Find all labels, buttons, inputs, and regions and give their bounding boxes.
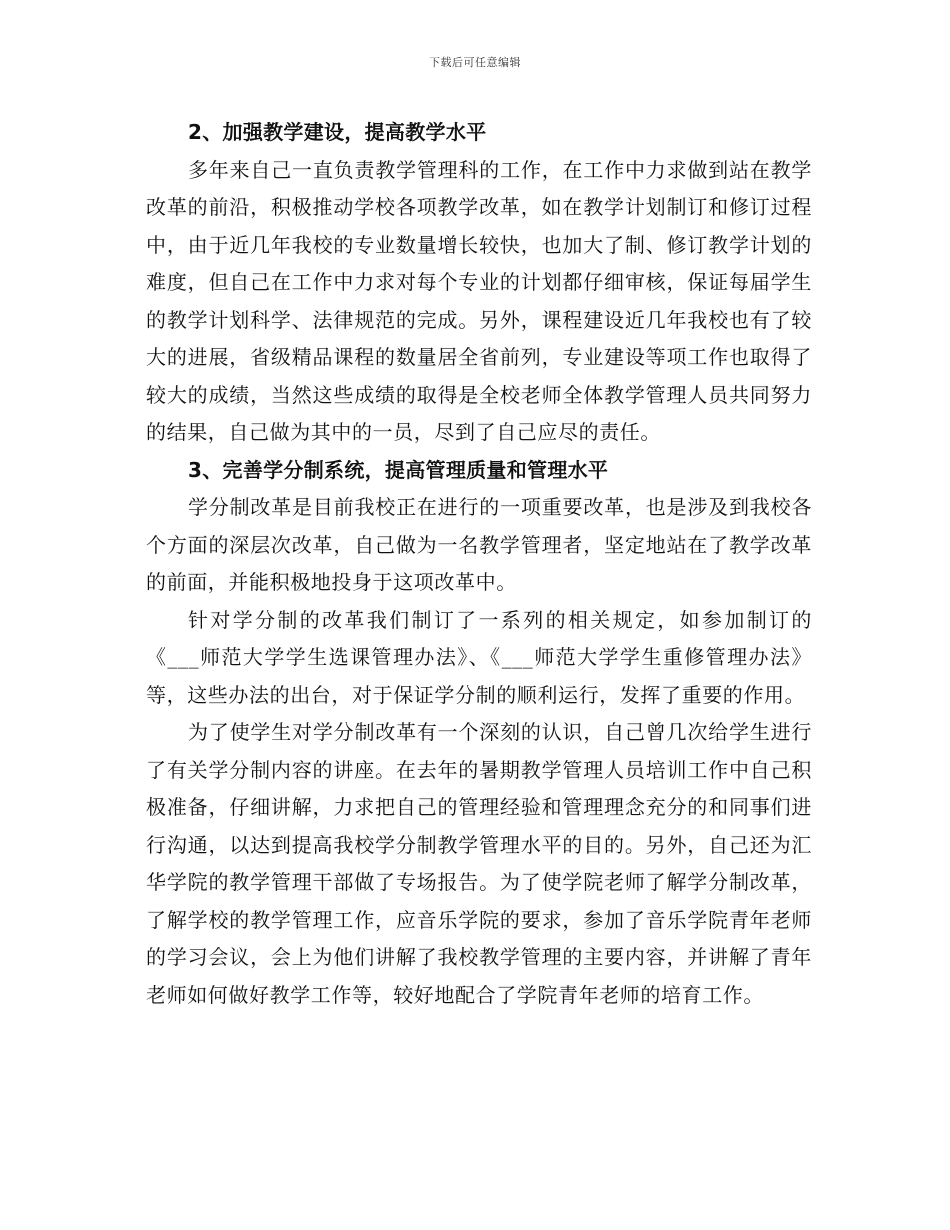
section-heading: 3、完善学分制系统，提高管理质量和管理水平: [188, 457, 609, 482]
page-header-note: 下载后可任意编辑: [429, 56, 521, 69]
body-paragraph: 学分制改革是目前我校正在进行的一项重要改革，也是涉及到我校各个方面的深层次改革，自己做为一名教学管理者，坚定地站在了教学改革的前面，并能积极地投身于这项改革中。: [146, 495, 812, 594]
body-paragraph: 多年来自己一直负责教学管理科的工作，在工作中力求做到站在教学改革的前沿，积极推动学校各项教学改革，如在教学计划制订和修订过程中，由于近几年我校的专业数量增长较快，也加大了制、修订教学计划的难度，但自己在工作中力求对每个专业的计划都仔细审核，保证每届学生的教学计划科学、法律规范的完成。另外，课程建设近几年我校也有了较大的进展，省级精品课程的数量居全省前列，专业建设等项工作也取得了较大的成绩，当然这些成绩的取得是全校老师全体教学管理人员共同努力的结果，自己做为其中的一员，尽到了自己应尽的责任。: [146, 157, 812, 444]
section-heading: 2、加强教学建设，提高教学水平: [188, 120, 487, 144]
body-paragraph: 针对学分制的改革我们制订了一系列的相关规定，如参加制订的《___师范大学学生选课管理办法》、《___师范大学学生重修管理办法》等，这些办法的出台，对于保证学分制的顺利运行，发挥了重要的作用。: [146, 607, 812, 707]
body-paragraph: 为了使学生对学分制改革有一个深刻的认识，自己曾几次给学生进行了有关学分制内容的讲座。在去年的暑期教学管理人员培训工作中自己积极准备，仔细讲解，力求把自己的管理经验和管理理念充分的和同事们进行沟通，以达到提高我校学分制教学管理水平的目的。另外，自己还为汇华学院的教学管理干部做了专场报告。为了使学院老师了解学分制改革，了解学校的教学管理工作，应音乐学院的要求，参加了音乐学院青年老师的学习会议，会上为他们讲解了我校教学管理的主要内容，并讲解了青年老师如何做好教学工作等，较好地配合了学院青年老师的培育工作。: [146, 720, 812, 1007]
document-body: [146, 114, 812, 1014]
